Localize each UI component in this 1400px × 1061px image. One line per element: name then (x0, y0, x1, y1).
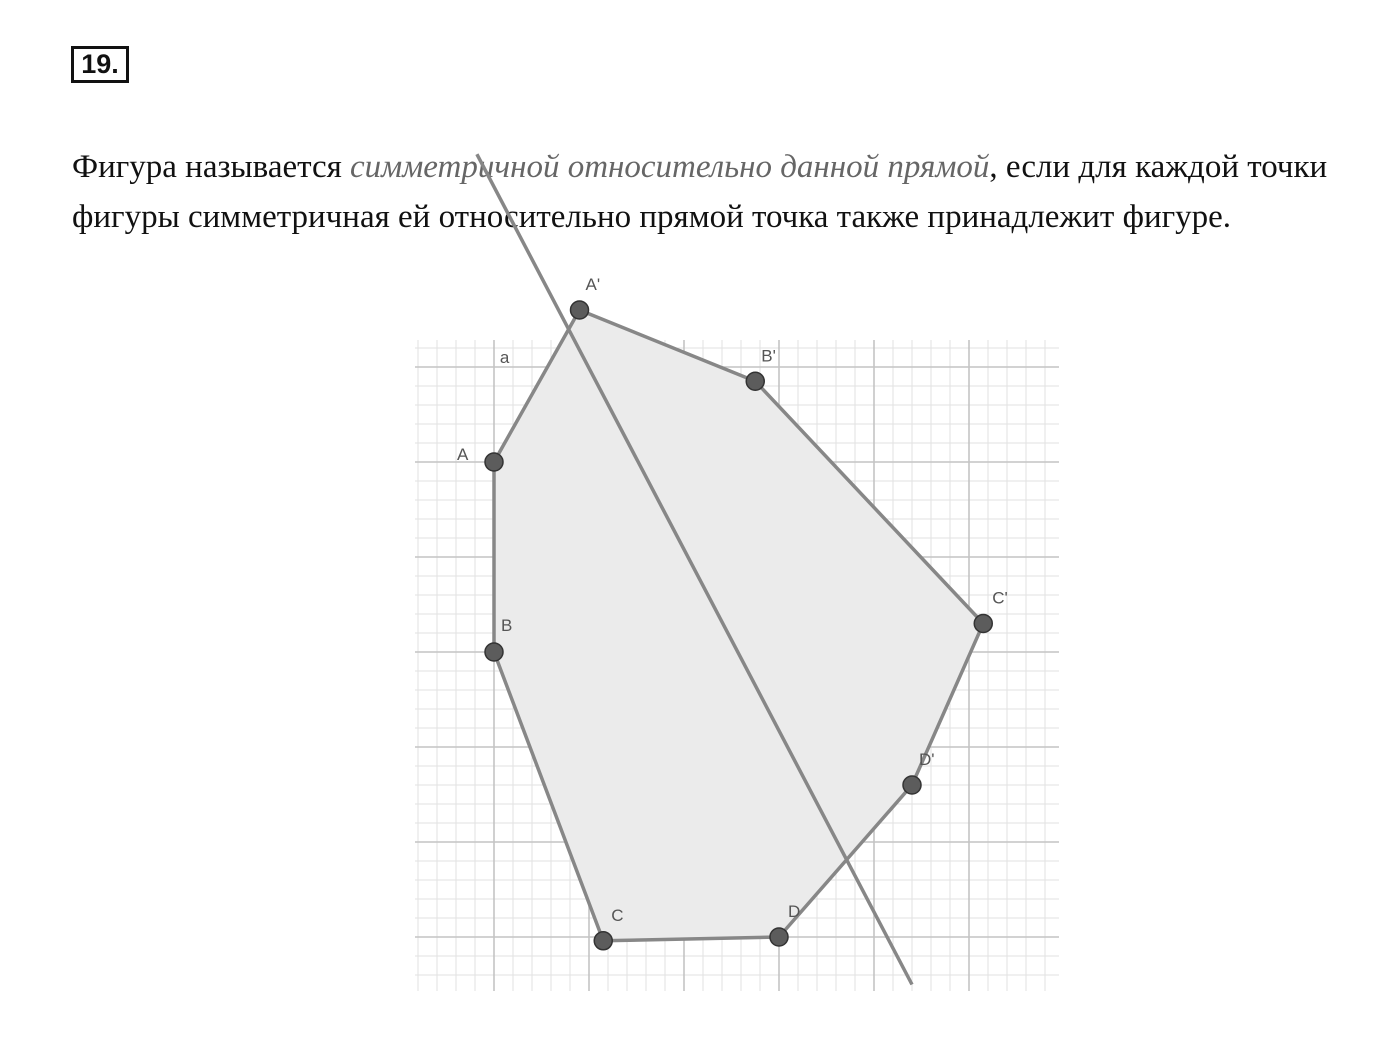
point-label-c: C (611, 905, 624, 925)
point-b (485, 643, 503, 661)
point-c (594, 932, 612, 950)
symmetry-figure (415, 275, 1059, 991)
point-a-prime (571, 301, 589, 319)
definition-text (72, 142, 1342, 242)
problem-number: 19. (71, 46, 129, 83)
point-label-c-prime: C' (992, 588, 1008, 608)
point-label-d: D (788, 902, 801, 921)
point-d-prime (903, 776, 921, 794)
figure-canvas (415, 275, 1059, 991)
point-a (485, 453, 503, 471)
point-label-a-prime: A' (585, 275, 601, 294)
definition-text-start: Фигура называется (72, 149, 351, 185)
point-b-prime (746, 372, 764, 390)
axis-label: a (499, 348, 510, 367)
point-label-b: B (501, 616, 513, 635)
point-d (770, 928, 788, 946)
definition-term: симметричной относительно данной прямой (350, 149, 990, 185)
point-label-d-prime: D' (919, 750, 935, 769)
definition-text-end: , если для каждой точки фигуры симметричная ей относительно прямой точка также принадлежит фигуре. (72, 149, 1328, 235)
point-label-b-prime: B' (761, 346, 776, 366)
point-label-a: A (457, 445, 469, 464)
point-c-prime (974, 615, 992, 633)
